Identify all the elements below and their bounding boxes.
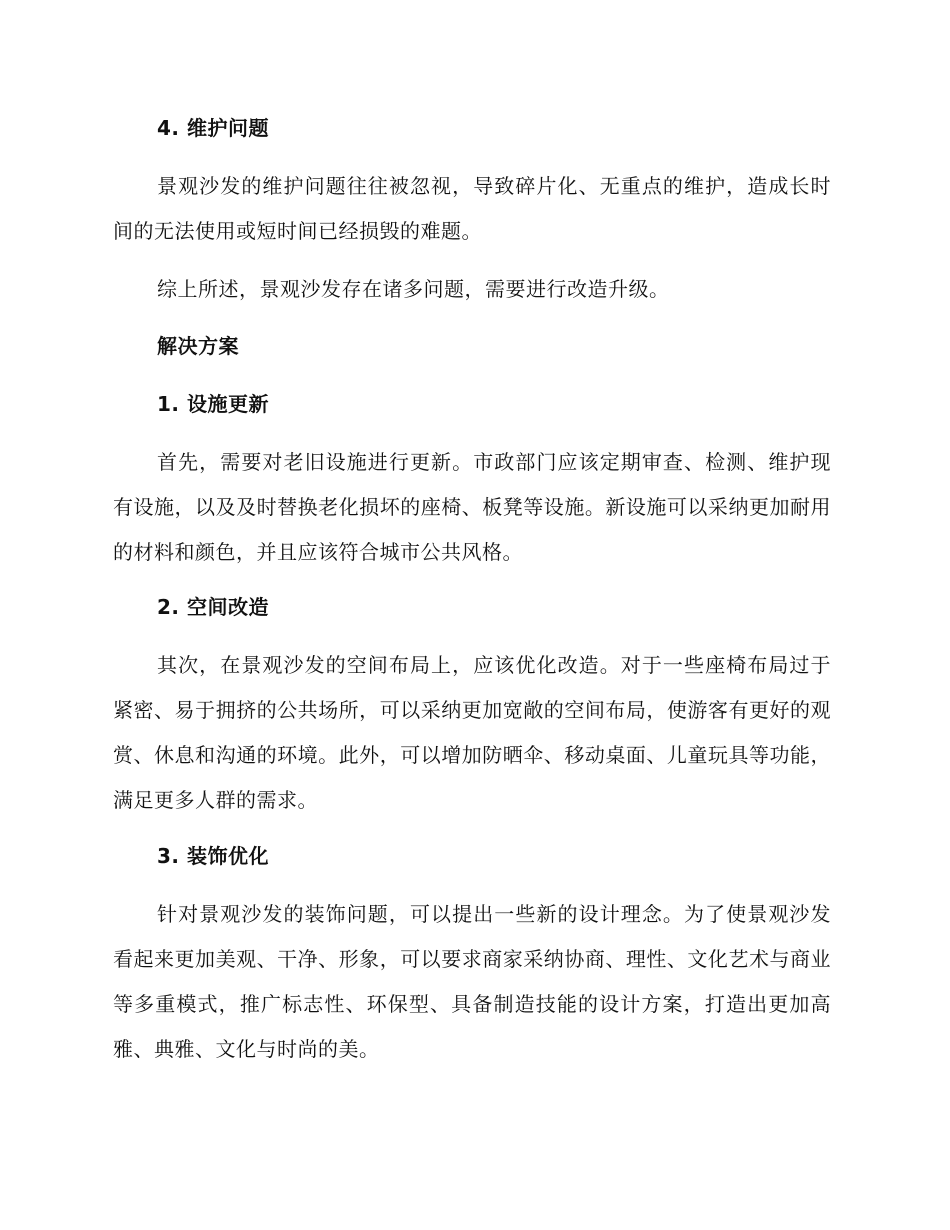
paragraph-summary: 综上所述，景观沙发存在诸多问题，需要进行改造升级。: [157, 277, 670, 301]
heading-space-renovation: 2. 空间改造: [157, 595, 269, 619]
paragraph-facility-update: 首先，需要对老旧设施进行更新。市政部门应该定期审查、检测、维护现有设施，以及及时替换老化损坏的座椅、板凳等设施。新设施可以采纳更加耐用的材料和颜色，并且应该符合城市公共风格。: [113, 450, 831, 564]
paragraph-decoration-optimization: 针对景观沙发的装饰问题，可以提出一些新的设计理念。为了使景观沙发看起来更加美观、干净、形象，可以要求商家采纳协商、理性、文化艺术与商业等多重模式，推广标志性、环保型、具备制造技能的设计方案，打造出更加高雅、典雅、文化与时尚的美。: [113, 902, 831, 1061]
heading-facility-update: 1. 设施更新: [157, 392, 269, 416]
paragraph-space-renovation: 其次，在景观沙发的空间布局上，应该优化改造。对于一些座椅布局过于紧密、易于拥挤的公共场所，可以采纳更加宽敞的空间布局，使游客有更好的观赏、休息和沟通的环境。此外，可以增加防晒伞、移动桌面、儿童玩具等功能，满足更多人群的需求。: [113, 653, 831, 812]
heading-decoration-optimization: 3. 装饰优化: [157, 844, 269, 868]
heading-solution: 解决方案: [157, 334, 239, 358]
paragraph-maintenance: 景观沙发的维护问题往往被忽视，导致碎片化、无重点的维护，造成长时间的无法使用或短时间已经损毁的难题。: [113, 174, 831, 243]
heading-maintenance: 4. 维护问题: [157, 116, 269, 140]
